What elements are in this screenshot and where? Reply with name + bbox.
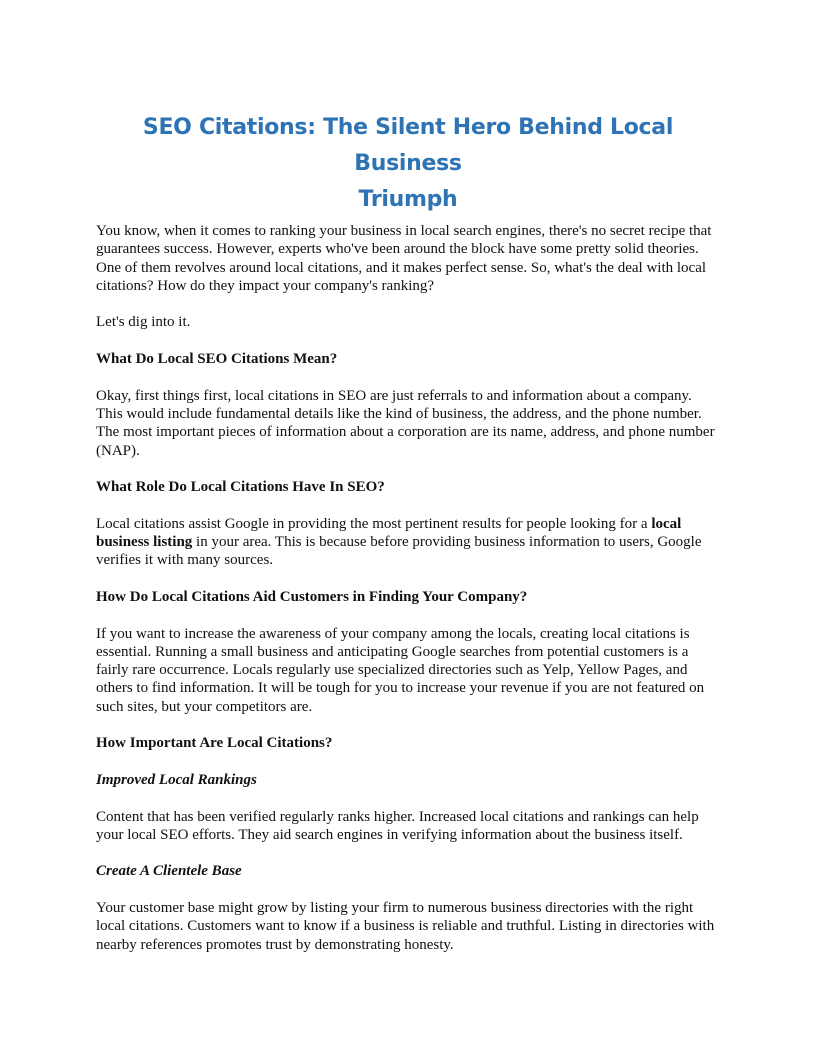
subsection-heading-rankings: Improved Local Rankings	[96, 771, 257, 788]
subsection-body-clientele: Your customer base might grow by listing your firm to numerous business directories with the right local citations. Customers want to know if a business is reliable and truthful. Listing in directories with nearby references promotes trust by demonstrating honesty.	[96, 899, 715, 953]
section-heading-customers: How Do Local Citations Aid Customers in Finding Your Company?	[96, 588, 528, 605]
title-line-2: Triumph	[358, 187, 458, 212]
local-business-listing-link[interactable]: local business listing	[96, 515, 682, 551]
subsection-body-rankings: Content that has been verified regularly ranks higher. Increased local citations and rankings can help your local SEO efforts. They aid search engines in verifying information about the business itself.	[96, 808, 699, 843]
title-line-1: SEO Citations: The Silent Hero Behind Local Business	[142, 115, 674, 176]
section-body-meaning: Okay, first things first, local citations in SEO are just referrals to and information about a company. This would include fundamental details like the kind of business, the address, and the phone number. The most important pieces of information about a corporation are its name, address, and phone number (NAP).	[96, 387, 715, 459]
document-title	[96, 110, 720, 218]
role-text-after: in your area. This is because before providing business information to users, Google verifies it with many sources.	[96, 534, 702, 569]
intro-paragraph: You know, when it comes to ranking your business in local search engines, there's no secret recipe that guarantees success. However, experts who've been around the block have some pretty solid theories. One of them revolves around local citations, and it makes perfect sense. So, what's the deal with local citations? How do they impact your company's ranking?	[96, 223, 712, 294]
dig-paragraph: Let's dig into it.	[96, 314, 191, 331]
subsection-heading-clientele: Create A Clientele Base	[96, 863, 242, 880]
section-body-customers: If you want to increase the awareness of your company among the locals, creating local citations is essential. Running a small business and anticipating Google searches from potential customers is a fairly rare occurrence. Locals regularly use specialized directories such as Yelp, Yellow Pages, and others to find information. It will be tough for you to increase your revenue if you are not featured on such sites, but your competitors are.	[96, 625, 705, 715]
section-heading-role: What Role Do Local Citations Have In SEO?	[96, 479, 385, 496]
role-text-before: Local citations assist Google in providing the most pertinent results for people looking for a	[96, 515, 652, 532]
section-heading-meaning: What Do Local SEO Citations Mean?	[96, 351, 338, 368]
section-heading-importance: How Important Are Local Citations?	[96, 735, 333, 752]
document-page	[96, 110, 720, 972]
section-body-role	[96, 515, 720, 570]
